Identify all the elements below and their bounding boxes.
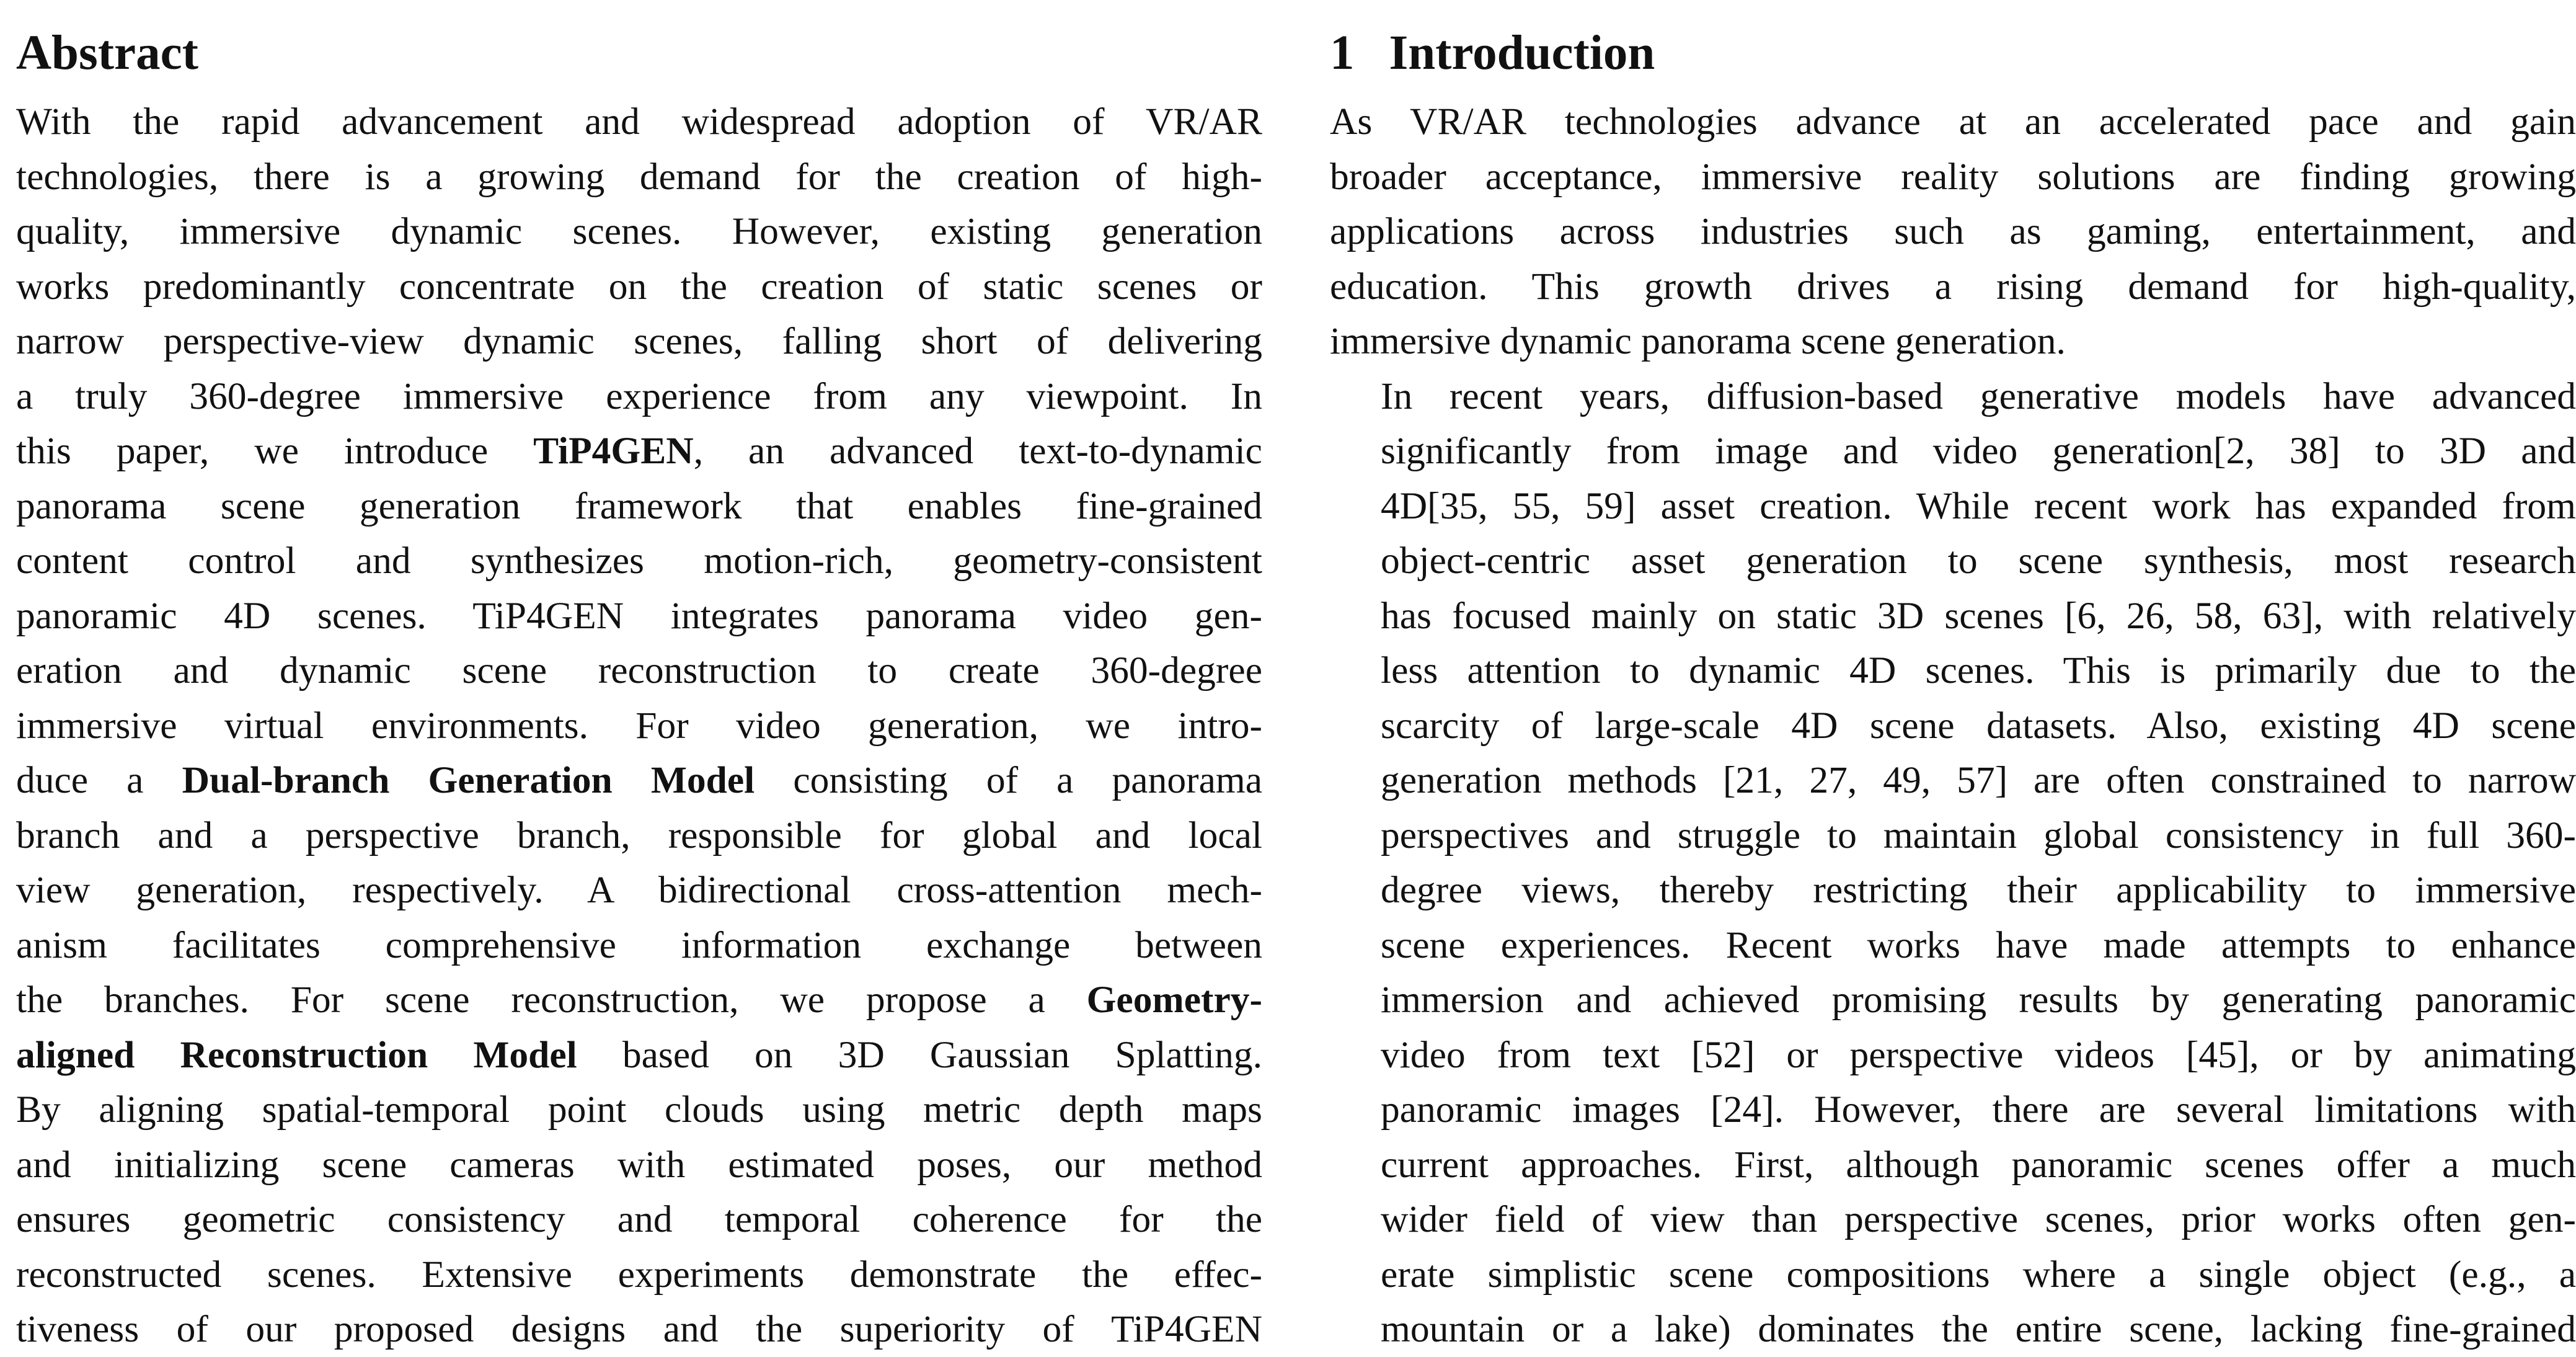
text-run: immersive dynamic panorama scene generation.: [1330, 320, 2066, 362]
text-run: a truly 360-degree immersive experience from any viewpoint. In: [16, 375, 1262, 417]
text-line: [1330, 1028, 2576, 1083]
text-run: In recent years, diffusion-based generative models have advanced: [1381, 375, 2576, 417]
text-run: narrow perspective-view dynamic scenes, falling short of delivering: [16, 320, 1262, 362]
text-run: immersive virtual environments. For video generation, we intro-: [16, 704, 1262, 747]
text-line: [1330, 94, 2576, 149]
text-line: [1330, 369, 2576, 424]
text-run: has focused mainly on static 3D scenes [6, 26, 58, 63], with relatively: [1381, 594, 2576, 637]
text-run: degree views, thereby restricting their applicability to immersive: [1381, 869, 2576, 911]
text-line: [1330, 863, 2576, 918]
text-run: immersion and achieved promising results by generating panoramic: [1381, 979, 2576, 1021]
text-run: anism facilitates comprehensive information exchange between: [16, 923, 1262, 966]
text-line: [1330, 589, 2576, 644]
text-line: [16, 918, 1262, 973]
text-line: [16, 533, 1262, 589]
text-run: wider field of view than perspective scenes, prior works often gen-: [1381, 1198, 2576, 1240]
abstract-column: [16, 22, 1262, 1357]
text-line: [1330, 918, 2576, 973]
text-line: [1330, 698, 2576, 754]
text-line: [16, 808, 1262, 863]
text-line: [16, 1192, 1262, 1247]
text-run: the branches. For scene reconstruction, we propose a: [16, 979, 1087, 1021]
text-run: erate simplistic scene compositions where a single object (e.g., a: [1381, 1253, 2576, 1296]
text-line: [1330, 753, 2576, 808]
text-line: [16, 972, 1262, 1028]
text-run: panoramic 4D scenes. TiP4GEN integrates panorama video gen-: [16, 594, 1262, 637]
text-line: [16, 369, 1262, 424]
text-line: [1330, 972, 2576, 1028]
text-line: [16, 149, 1262, 205]
text-line: [1330, 1192, 2576, 1247]
text-line: [1330, 643, 2576, 698]
text-run: less attention to dynamic 4D scenes. This is primarily due to the: [1381, 649, 2576, 692]
abstract-paragraph: [16, 94, 1262, 1357]
text-run: panoramic images [24]. However, there are several limitations with: [1381, 1088, 2576, 1131]
text-run: duce a: [16, 759, 182, 801]
text-run: scarcity of large-scale 4D scene datasets. Also, existing 4D scene: [1381, 704, 2576, 747]
text-line: [1330, 149, 2576, 205]
text-line: [16, 314, 1262, 369]
text-run: ensures geometric consistency and temporal coherence for the: [16, 1198, 1262, 1240]
text-run: content control and synthesizes motion-rich, geometry-consistent: [16, 540, 1262, 582]
introduction-paragraph-2: [1330, 369, 2576, 1357]
text-run: generation methods [21, 27, 49, 57] are often constrained to narrow: [1381, 759, 2576, 801]
text-run: significantly from image and video generation[2, 38] to 3D and: [1381, 430, 2576, 472]
text-line: [16, 94, 1262, 149]
text-line: [16, 643, 1262, 698]
text-line: [16, 204, 1262, 259]
text-run: As VR/AR technologies advance at an accelerated pace and gain: [1330, 100, 2576, 143]
text-line: [1330, 1302, 2576, 1357]
text-line: [16, 259, 1262, 314]
text-run: perspectives and struggle to maintain global consistency in full 360-: [1381, 814, 2576, 856]
text-run: , an advanced text-to-dynamic: [693, 430, 1262, 472]
text-line: [16, 479, 1262, 534]
text-run: By aligning spatial-temporal point clouds using metric depth maps: [16, 1088, 1262, 1131]
text-line: [16, 1247, 1262, 1302]
text-run: quality, immersive dynamic scenes. However, existing generation: [16, 210, 1262, 252]
introduction-heading: [1330, 22, 2576, 84]
text-line: [16, 753, 1262, 808]
bold-term: Dual-branch Generation Model: [182, 759, 755, 801]
text-run: this paper, we introduce: [16, 430, 534, 472]
text-line: [1330, 479, 2576, 534]
text-line: [16, 863, 1262, 918]
text-run: and initializing scene cameras with estimated poses, our method: [16, 1143, 1262, 1186]
text-line: [16, 1028, 1262, 1083]
text-line: [16, 424, 1262, 479]
text-run: scene experiences. Recent works have made attempts to enhance: [1381, 923, 2576, 966]
text-line: [16, 1302, 1262, 1357]
introduction-paragraph-1: [1330, 94, 2576, 369]
text-line: [1330, 533, 2576, 589]
text-run: panorama scene generation framework that enables fine-grained: [16, 484, 1262, 527]
text-run: With the rapid advancement and widespread adoption of VR/AR: [16, 100, 1262, 143]
text-run: reconstructed scenes. Extensive experiments demonstrate the effec-: [16, 1253, 1262, 1296]
text-line: [1330, 314, 2576, 369]
bold-term: Geometry-: [1086, 979, 1262, 1021]
text-run: technologies, there is a growing demand for the creation of high-: [16, 155, 1262, 198]
text-line: [16, 589, 1262, 644]
text-line: [1330, 259, 2576, 314]
text-run: education. This growth drives a rising demand for high-quality,: [1330, 265, 2576, 308]
text-line: [1330, 1137, 2576, 1193]
text-line: [1330, 808, 2576, 863]
text-run: tiveness of our proposed designs and the superiority of TiP4GEN: [16, 1308, 1262, 1350]
text-run: 4D[35, 55, 59] asset creation. While recent work has expanded from: [1381, 484, 2576, 527]
section-title: Introduction: [1389, 26, 1655, 80]
text-line: [1330, 424, 2576, 479]
text-run: branch and a perspective branch, responsible for global and local: [16, 814, 1262, 856]
text-run: broader acceptance, immersive reality solutions are finding growing: [1330, 155, 2576, 198]
text-run: mountain or a lake) dominates the entire scene, lacking fine-grained: [1381, 1308, 2576, 1350]
abstract-heading: Abstract: [16, 26, 198, 80]
text-run: eration and dynamic scene reconstruction to create 360-degree: [16, 649, 1262, 692]
bold-term: aligned Reconstruction Model: [16, 1033, 577, 1076]
text-run: view generation, respectively. A bidirectional cross-attention mech-: [16, 869, 1262, 911]
text-line: [1330, 1082, 2576, 1137]
section-number: 1: [1330, 26, 1355, 80]
bold-term: TiP4GEN: [533, 430, 694, 472]
text-line: [16, 1137, 1262, 1193]
text-run: based on 3D Gaussian Splatting.: [577, 1033, 1262, 1076]
text-run: consisting of a panorama: [755, 759, 1262, 801]
text-line: [1330, 1247, 2576, 1302]
text-run: object-centric asset generation to scene synthesis, most research: [1381, 540, 2576, 582]
introduction-column: [1330, 22, 2576, 1357]
text-line: [1330, 204, 2576, 259]
text-run: video from text [52] or perspective videos [45], or by animating: [1381, 1033, 2576, 1076]
text-run: current approaches. First, although panoramic scenes offer a much: [1381, 1143, 2576, 1186]
text-line: [16, 1082, 1262, 1137]
text-line: [16, 698, 1262, 754]
text-run: works predominantly concentrate on the creation of static scenes or: [16, 265, 1262, 308]
text-run: applications across industries such as gaming, entertainment, and: [1330, 210, 2576, 252]
